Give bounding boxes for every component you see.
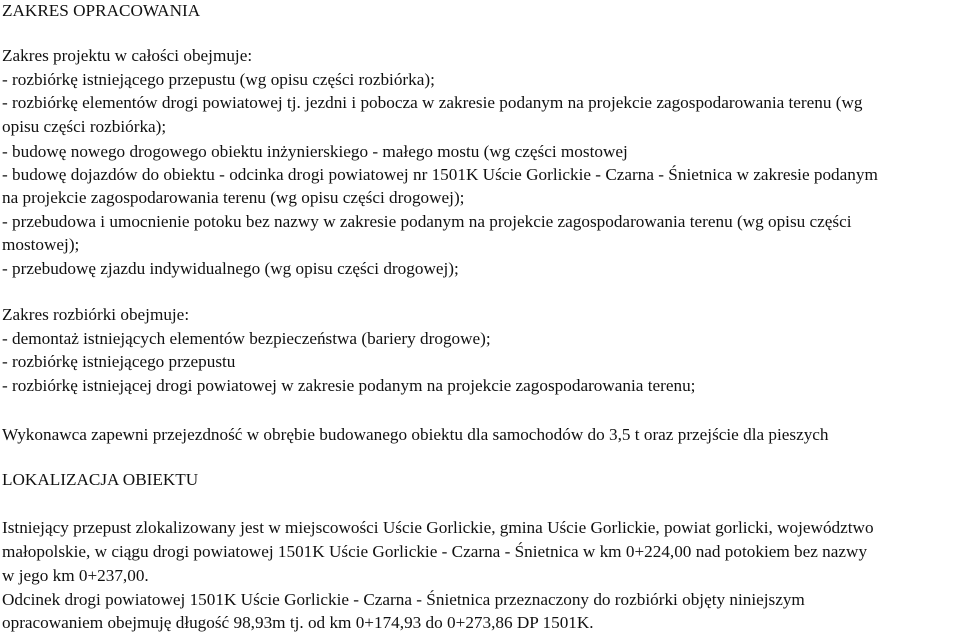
location-line: w jego km 0+237,00. xyxy=(2,566,149,585)
scope-line: mostowej); xyxy=(2,235,80,254)
demolition-title: Zakres rozbiórki obejmuje: xyxy=(2,305,190,324)
scope-line: - rozbiórkę elementów drogi powiatowej tj. jezdni i pobocza w zakresie podanym na projekcie zagospodarowania terenu (wg xyxy=(2,93,863,112)
demolition-line: - rozbiórkę istniejącej drogi powiatowej w zakresie podanym na projekcie zagospodarowania terenu; xyxy=(2,376,696,395)
section-heading-location: LOKALIZACJA OBIEKTU xyxy=(2,470,199,489)
scope-line: - przebudowę zjazdu indywidualnego (wg opisu części drogowej); xyxy=(2,259,459,278)
location-line: opracowaniem obejmuję długość 98,93m tj. od km 0+174,93 do 0+273,86 DP 1501K. xyxy=(2,613,594,632)
scope-line: - budowę dojazdów do obiektu - odcinka drogi powiatowej nr 1501K Uście Gorlickie - Czarna - Śnietnica w zakresie podanym xyxy=(2,165,878,184)
scope-title: Zakres projektu w całości obejmuje: xyxy=(2,46,253,65)
location-line: Istniejący przepust zlokalizowany jest w miejscowości Uście Gorlickie, gmina Uście Gorlickie, powiat gorlicki, województwo xyxy=(2,518,874,537)
demolition-line: - rozbiórkę istniejącego przepustu xyxy=(2,352,236,371)
demolition-line: - demontaż istniejących elementów bezpieczeństwa (bariery drogowe); xyxy=(2,329,491,348)
scope-line: - rozbiórkę istniejącego przepustu (wg opisu części rozbiórka); xyxy=(2,70,435,89)
section-heading-scope: ZAKRES OPRACOWANIA xyxy=(2,1,201,20)
location-line: małopolskie, w ciągu drogi powiatowej 1501K Uście Gorlickie - Czarna - Śnietnica w km 0+224,00 nad potokiem bez nazwy xyxy=(2,542,868,561)
scope-line: opisu części rozbiórka); xyxy=(2,117,167,136)
scope-line: - budowę nowego drogowego obiektu inżynierskiego - małego mostu (wg części mostowej xyxy=(2,142,628,161)
location-line: Odcinek drogi powiatowej 1501K Uście Gorlickie - Czarna - Śnietnica przeznaczony do rozbiórki objęty niniejszym xyxy=(2,590,805,609)
scope-line: na projekcie zagospodarowania terenu (wg opisu części drogowej); xyxy=(2,188,465,207)
scope-line: - przebudowa i umocnienie potoku bez nazwy w zakresie podanym na projekcie zagospodarowania terenu (wg opisu części xyxy=(2,212,852,231)
contractor-note: Wykonawca zapewni przejezdność w obrębie budowanego obiektu dla samochodów do 3,5 t oraz przejście dla pieszych xyxy=(2,425,829,444)
